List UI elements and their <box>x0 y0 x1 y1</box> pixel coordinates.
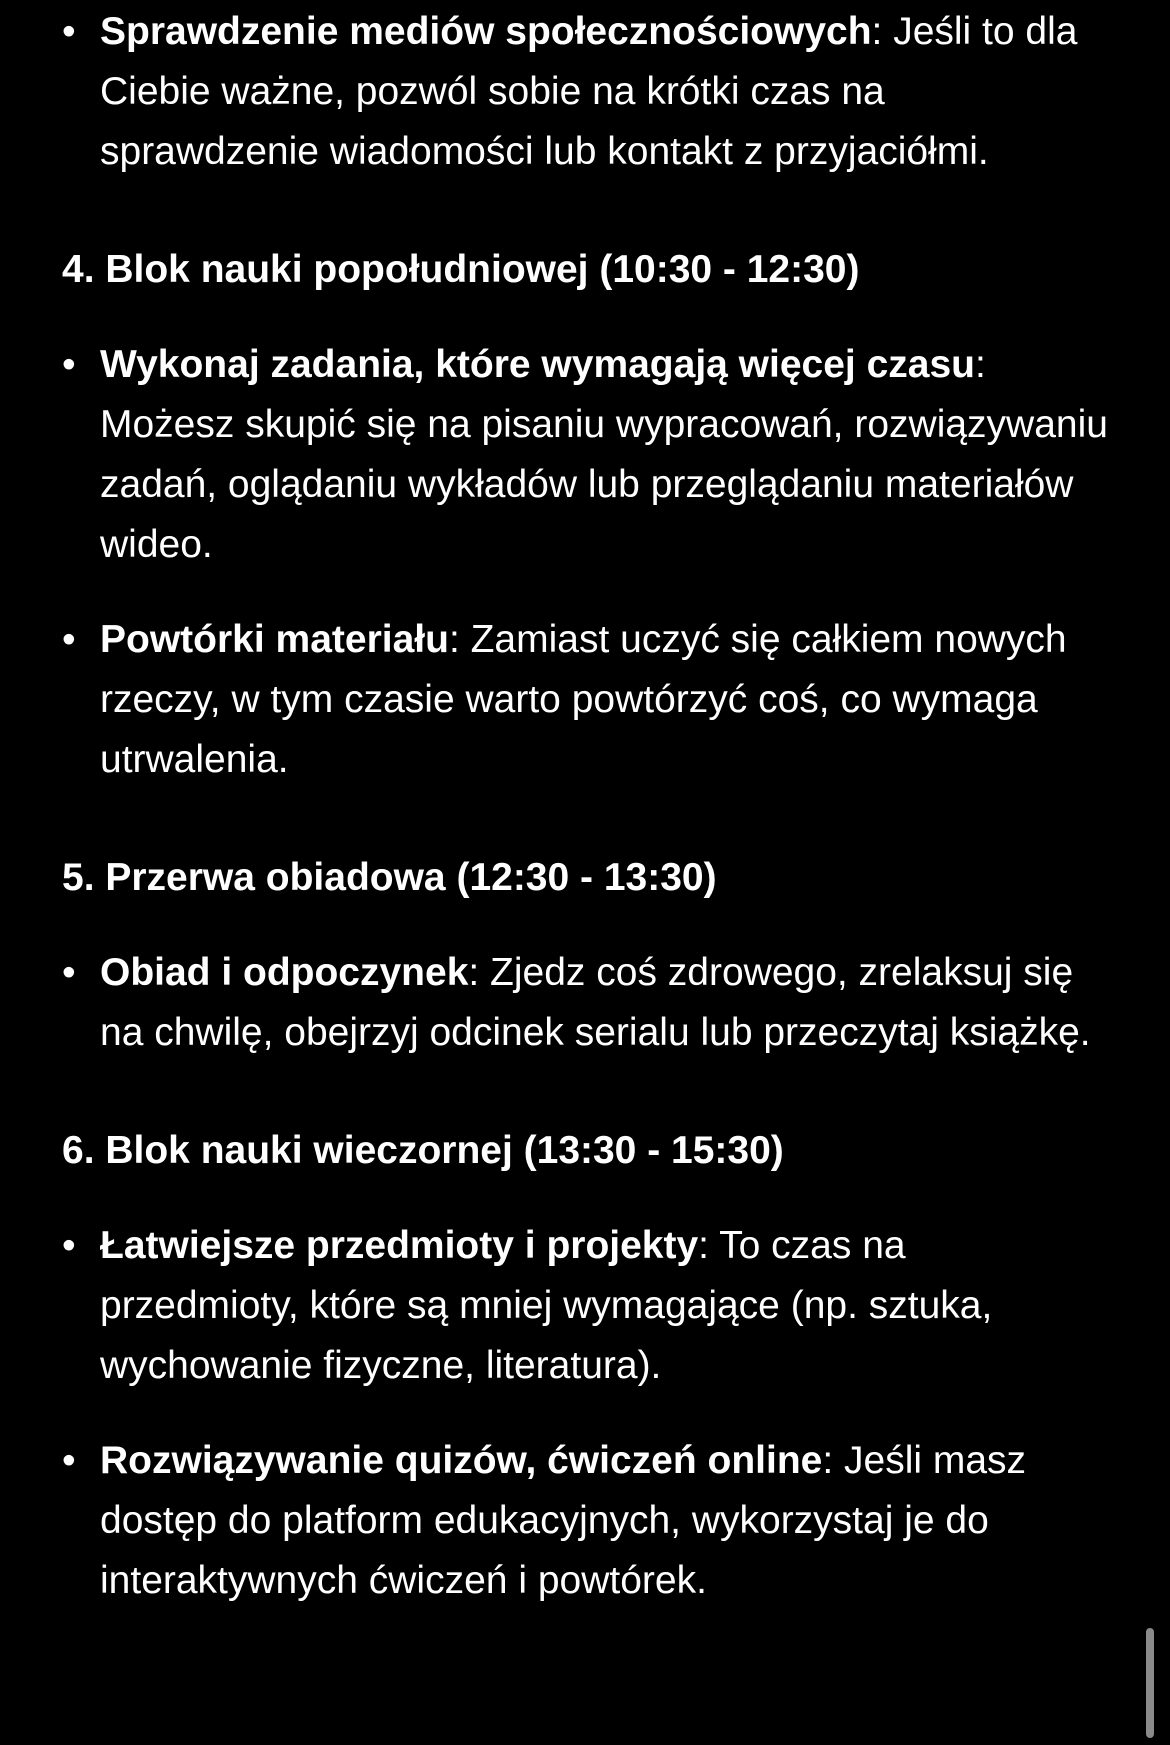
section-title: 4. Blok nauki popołudniowej (10:30 - 12:30) <box>62 248 860 291</box>
list-item-text <box>100 335 1114 575</box>
list-item-desc: : Jeśli to dla Ciebie ważne, pozwól sobie na krótki czas na sprawdzenie wiadomości lub kontakt z przyjaciółmi. <box>100 10 1078 173</box>
list-item <box>62 2 1114 182</box>
list-item-desc: : To czas na przedmioty, które są mniej wymagające (np. sztuka, wychowanie fizyczne, literatura). <box>100 1224 993 1387</box>
list-item-desc: : Możesz skupić się na pisaniu wypracowań, rozwiązywaniu zadań, oglądaniu wykładów lub przeglądaniu materiałów wideo. <box>100 343 1108 566</box>
list-item-term: Rozwiązywanie quizów, ćwiczeń online <box>100 1439 823 1482</box>
list-item-desc: : Zjedz coś zdrowego, zrelaksuj się na chwilę, obejrzyj odcinek serialu lub przeczytaj książkę. <box>100 951 1091 1054</box>
list-item-text <box>100 2 1114 182</box>
bullet-icon: • <box>62 1224 76 1267</box>
message-content <box>62 2 1114 1611</box>
list-item-term: Łatwiejsze przedmioty i projekty <box>100 1224 699 1267</box>
list-item-text <box>100 610 1114 790</box>
list-item-term: Sprawdzenie mediów społecznościowych <box>100 10 872 53</box>
list-item-term: Powtórki materiału <box>100 618 449 661</box>
bullet-icon: • <box>62 343 76 386</box>
list-item <box>62 943 1114 1063</box>
list-item-desc: : Jeśli masz dostęp do platform edukacyjnych, wykorzystaj je do interaktywnych ćwiczeń i powtórek. <box>100 1439 1027 1602</box>
list-item-term: Obiad i odpoczynek <box>100 951 469 994</box>
list-item-text <box>100 943 1114 1063</box>
scrollbar-thumb[interactable] <box>1146 1628 1154 1738</box>
list-item <box>62 610 1114 790</box>
section-title: 5. Przerwa obiadowa (12:30 - 13:30) <box>62 856 717 899</box>
list-item <box>62 1431 1114 1611</box>
list-item-text <box>100 1216 1114 1396</box>
bullet-icon: • <box>62 618 76 661</box>
list-item <box>62 335 1114 575</box>
list-item-text <box>100 1431 1114 1611</box>
list-item <box>62 1216 1114 1396</box>
list-item-term: Wykonaj zadania, które wymagają więcej czasu <box>100 343 975 386</box>
bullet-icon: • <box>62 10 76 53</box>
list-item-desc: : Zamiast uczyć się całkiem nowych rzeczy, w tym czasie warto powtórzyć coś, co wymaga utrwalenia. <box>100 618 1067 781</box>
bullet-icon: • <box>62 1439 76 1482</box>
bullet-icon: • <box>62 951 76 994</box>
section-title: 6. Blok nauki wieczornej (13:30 - 15:30) <box>62 1129 784 1172</box>
